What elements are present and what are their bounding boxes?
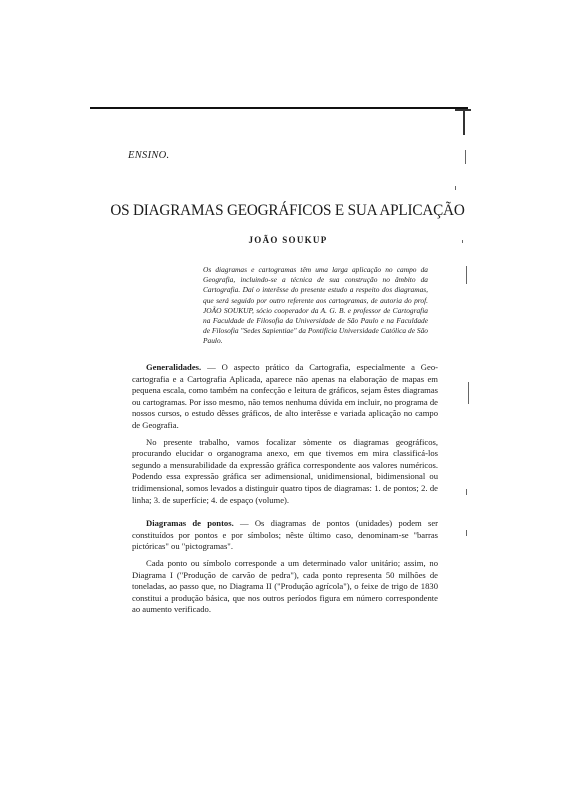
paragraph-diagramas-de-pontos [132, 518, 438, 553]
article-title-text: OS DIAGRAMAS GEOGRÁFICOS E SUA APLICAÇÃO [109, 202, 465, 219]
edge-mark-line [466, 266, 467, 284]
edge-mark-dot [466, 489, 467, 495]
section-label: ENSINO. [128, 150, 170, 161]
paragraph-text: — O aspecto prático da Cartografia, especialmente a Geo-cartografia e a Cartografia Aplicada, aparece não apenas na elaboração de mapas em pequena escala, como também na confecção e leitura de gráficos, sejam êstes diagramas ou cartogramas. Por isso mesmo, não temos nenhuma dúvida em incluir, no programa de nossos cursos, o estudo dêsses gráficos, de alto interêsse e variada aplicação no campo de Geografia. [132, 362, 438, 430]
article-body [132, 362, 438, 621]
paragraph-generalidades [132, 362, 438, 432]
top-rule [90, 107, 468, 109]
edge-mark-line [465, 150, 466, 164]
paragraph-heading: Generalidades. [146, 362, 202, 372]
paragraph-cada-ponto: Cada ponto ou símbolo corresponde a um determinado valor unitário; assim, no Diagrama I ("Produção de carvão de pedra"), cada ponto representa 50 milhões de toneladas, ao passo que, no Diagrama II ("Produção agrícola"), o feixe de trigo de 1830 constitui a produção básica, que nos outros períodos figura em número correspondente ao aumento verificado. [132, 557, 438, 615]
edge-mark-dot [455, 186, 456, 190]
author: JOÃO SOUKUP [248, 235, 328, 245]
article-title [0, 202, 566, 220]
paragraph-heading: Diagramas de pontos. [146, 518, 234, 529]
edge-mark-dot [466, 530, 467, 536]
abstract: Os diagramas e cartogramas têm uma larga aplicação no campo da Geografia, incluindo-se a técnica de sua construção no âmbito da Cartografia. Daí o interêsse do presente estudo a respeito dos diagramas, que será seguido por outro referente aos cartogramas, de autoria do prof. JOÃO SOUKUP, sócio cooperador da A. G. B. e professor de Cartografia na Faculdade de Filosofia da Universidade de São Paulo e na Faculdade de Filosofia "Sedes Sapientiae" da Pontifícia Universidade Católica de São Paulo. [203, 265, 428, 346]
paragraph-presente-trabalho: No presente trabalho, vamos focalizar sòmente os diagramas geográficos, procurando elucidar o organograma anexo, em que tivemos em mira classificá-los segundo a mensurabilidade da expressão gráfica correspondente aos valores numéricos. Podendo essa expressão gráfica ser adimensional, unidimensional, bidimensional ou tridimensional, somos levados a distinguir quatro tipos de diagramas: 1. de pontos; 2. de linha; 3. de superfície; 4. de espaço (volume). [132, 436, 438, 505]
paragraph-text: — Os diagramas de pontos (unidades) podem ser constituídos por pontos e por símbolos; nêste último caso, denominam-se "barras pictóricas" ou "pictogramas". [132, 518, 439, 552]
edge-mark-top-stem [463, 109, 465, 135]
edge-mark-line [468, 382, 469, 404]
